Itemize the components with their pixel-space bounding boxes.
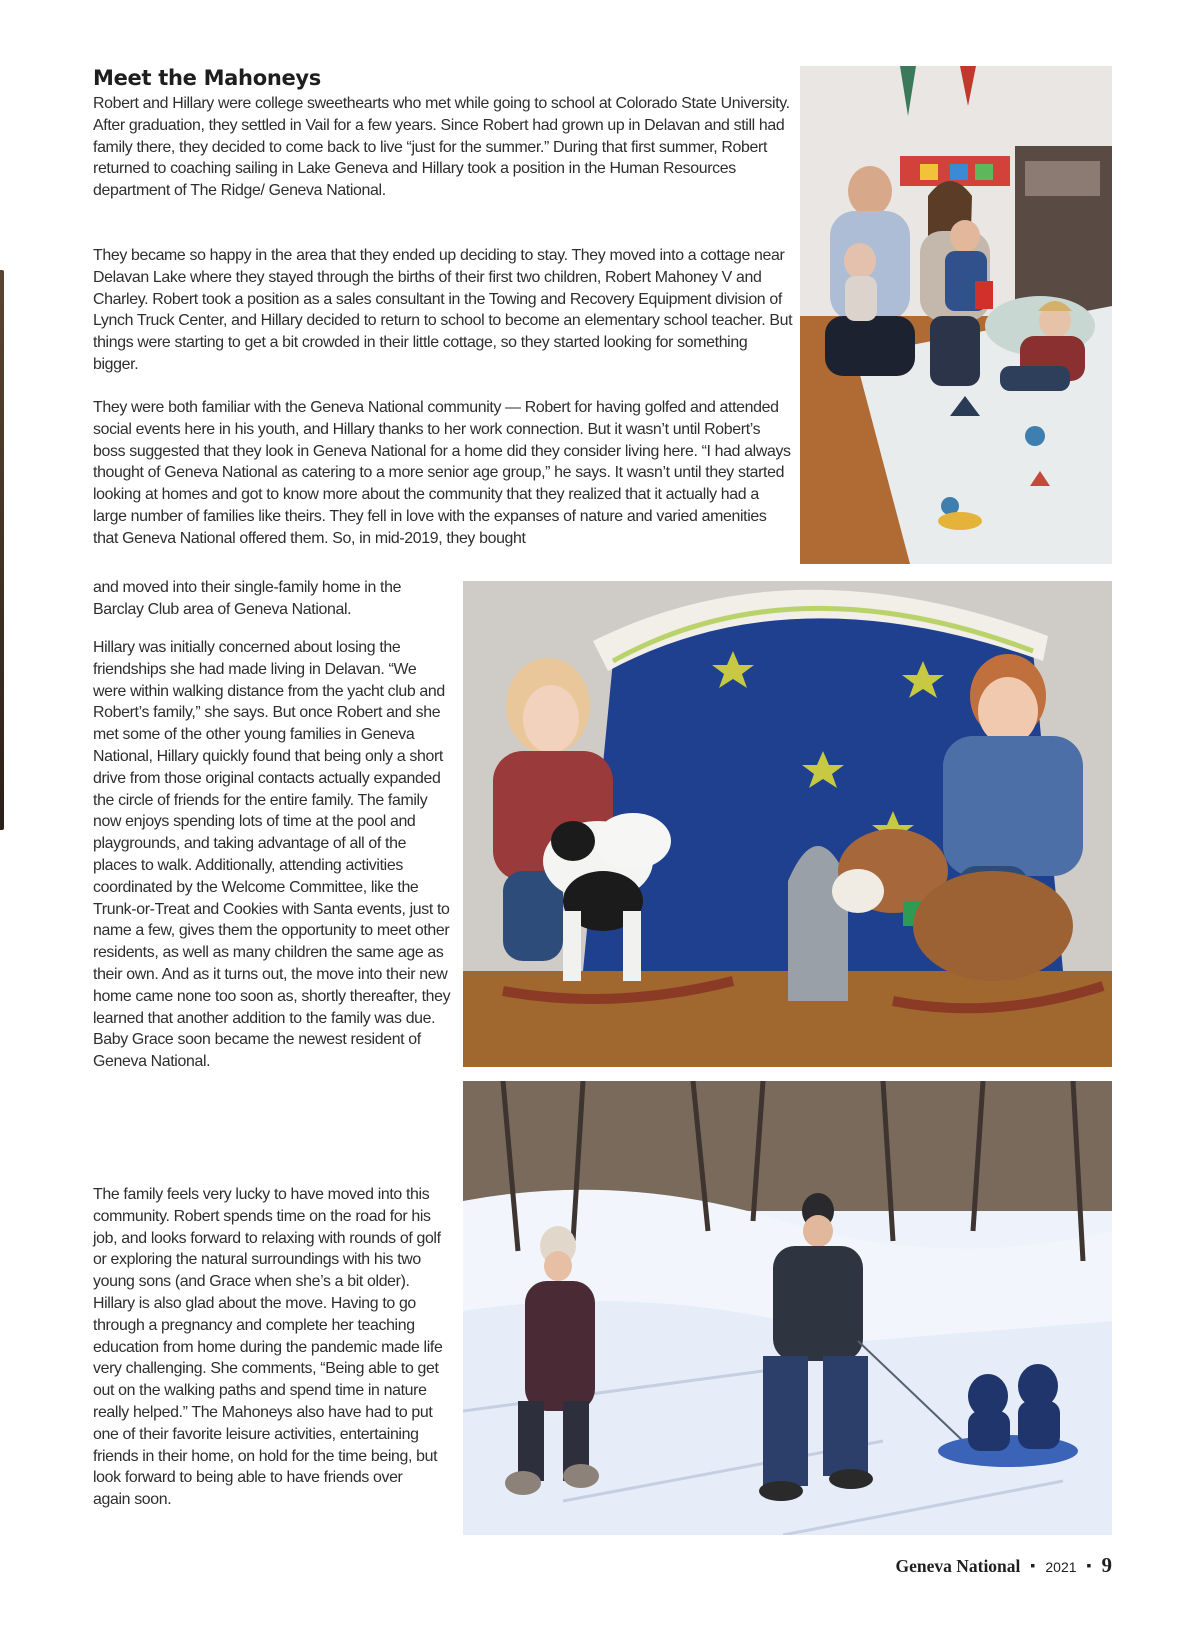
- paragraph-intro: Robert and Hillary were college sweethearts who met while going to school at Colorado State University. After graduation, they settled in Vail for a few years. Since Robert had grown up in Delavan and still had family there, they decided to come back to live “just for the summer.” During that first summer, Robert returned to coaching sailing in Lake Geneva and Hillary took a position in the Human Resources department of The Ridge/ Geneva National.: [93, 95, 790, 200]
- paragraph-community-continued: and moved into their single-family home in the Barclay Club area of Geneva National.: [93, 579, 402, 618]
- paragraph-cottage: They became so happy in the area that they ended up deciding to stay. They moved into a cottage near Delavan Lake where they stayed through the births of their first two children, Robert Mahoney V and Charley. Robert took a position as a sales consultant in the Towing and Recovery Equipment division of Lynch Truck Center, and Hillary decided to return to school to become an elementary school teacher. But things were starting to get a bit crowded in their little cottage, so they started looking for something bigger.: [93, 247, 793, 373]
- page-footer: [895, 1553, 1112, 1578]
- paragraph-lucky: The family feels very lucky to have moved into this community. Robert spends time on the road for his job, and looks forward to relaxing with rounds of golf or exploring the natural surroundings with his two young sons (and Grace when she’s a bit older). Hillary is also glad about the move. Having to go through a pregnancy and complete her teaching education from home during the pandemic made life very challenging. She comments, “Being able to get out on the walking paths and spend time in nature really helped.” The Mahoneys also have had to put one of their favorite leisure activities, entertaining friends in their home, on hold for the time being, but look forward to being able to have friends over again soon.: [93, 1186, 443, 1509]
- sledding-photo: [463, 1081, 1112, 1535]
- family-playroom-photo: [800, 66, 1112, 564]
- footer-separator: ▪: [1030, 1557, 1036, 1573]
- paragraph-community: They were both familiar with the Geneva National community — Robert for having golfed and attended social events here in his youth, and Hillary thanks to her work connection. But it wasn’t until Robert’s boss suggested that they look in Geneva National for a home did they consider living here. “I had always thought of Geneva National as catering to a more senior age group,” he says. It wasn’t until they started looking at homes and got to know more about the community that they realized that it actually had a large number of families like theirs. They fell in love with the expanses of nature and varied amenities that Geneva National offered them. So, in mid-2019, they bought: [93, 399, 791, 547]
- publication-name: Geneva National: [895, 1556, 1021, 1576]
- page-edge-mark: [0, 270, 4, 830]
- publication-year: 2021: [1045, 1559, 1077, 1575]
- footer-separator-2: ▪: [1086, 1557, 1092, 1573]
- rocking-horses-photo: [463, 581, 1112, 1067]
- page-number: 9: [1101, 1553, 1112, 1577]
- paragraph-friendships: Hillary was initially concerned about losing the friendships she had made living in Delavan. “We were within walking distance from the yacht club and Robert’s family,” she says. But once Robert and she met some of the other young families in Geneva National, Hillary quickly found that being only a short drive from those original contacts actually expanded the circle of friends for the entire family. The family now enjoys spending lots of time at the pool and playgrounds, and taking advantage of all of the places to walk. Additionally, attending activities coordinated by the Welcome Committee, like the Trunk-or-Treat and Cookies with Santa events, just to name a few, gives them the opportunity to meet other residents, as well as many children the same age as their own. And as it turns out, the move into their new home came none too soon as, shortly thereafter, they learned that another addition to the family was due. Baby Grace soon became the newest resident of Geneva National.: [93, 639, 451, 1071]
- article-title: Meet the Mahoneys: [93, 66, 322, 90]
